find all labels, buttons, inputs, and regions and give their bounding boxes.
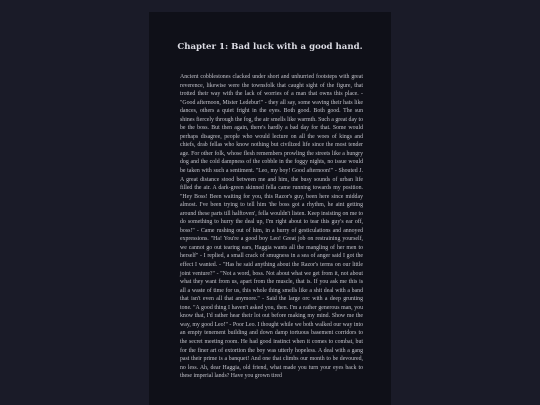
reader-page: [149, 12, 391, 405]
chapter-body-text: Ancient cobblestones clacked under short and unhurried footsteps with great reverence, likewise were the townsfolk that caught sight of the figure, that trotted their way with the lack of worries of a man that owns this place. -"Good afternoon, Mister Ledebur!" - they all say, some waving their hats like dances, others a quiet fright in the eyes. Both good. Both good. The sun shines fiercely through the fog, the air smells like warmth. Such a great day to be the boss. But then again, there's hardly a bad day for that. Some would perhaps disagree, people who would lecture on all the woes of kings and chiefs, drab fellas who know nothing but civilized life since the most tender age. For other folk, whose flesh remembers prowling the streets like a hungry dog and the cold dampness of the cobble in the foggy nights, no issue would be taken with such a sentiment. "Leo, my boy! Good afternoon!" - Shouted J. A great distance stood between me and him, the busy sounds of urban life filled the air. A dark-green skinned fella came running towards my position. "Hey Boss! Been waiting for you, this Razor's guy, been here since midday almost. I've been trying to tell him 'the boss got a rhythm, he aint getting around these parts till halftoven', fella wouldn't listen. Keep insisting on me to do something to hurry the deal up, I'm right about to tear this guy's ear off, boss!" - Came rushing out of him, in a hurry of gesticulations and annoyed expressions. "Ha! You're a good boy Leo! Great job on restraining yourself, we cannot go out tearing ears, Haggia wants all the mangling of her men to herself" - I replied, a small crack of smugness in a sea of anger said I got the effect I wanted. - "Has he said anything about the Razor's terms on our little joint venture?" - "Not a word, boss. Not about what we get from it, not about what they want from us, apart from the muscle, that is. If you ask me this is all a waste of time for us, this whole thing smells like a shit deal with a band that isn't even all that anymore." - Said the large orc with a deep grunting tone. "A good thing I haven't asked you, then. I'm a rather generous man, you know that, I'd rather hear their lot out before making my mind. Show me the way, my good Leo!" - Poor Leo. I thought while we both walked our way into an empty tenement building and down damp tortuous basement corridors to the secret meeting room. He had good instinct when it comes to combat, but for the finer art of extortion the boy was utterly hopeless. A deal with a gang past their prime is a banquet! And one that climbs our month to be devoured, no less. Ah, dear Haggia, old friend, what made you turn your eyes back to these imperial lands? Have you grown tired: [180, 74, 363, 380]
chapter-title: Chapter 1: Bad luck with a good hand.: [177, 42, 363, 52]
